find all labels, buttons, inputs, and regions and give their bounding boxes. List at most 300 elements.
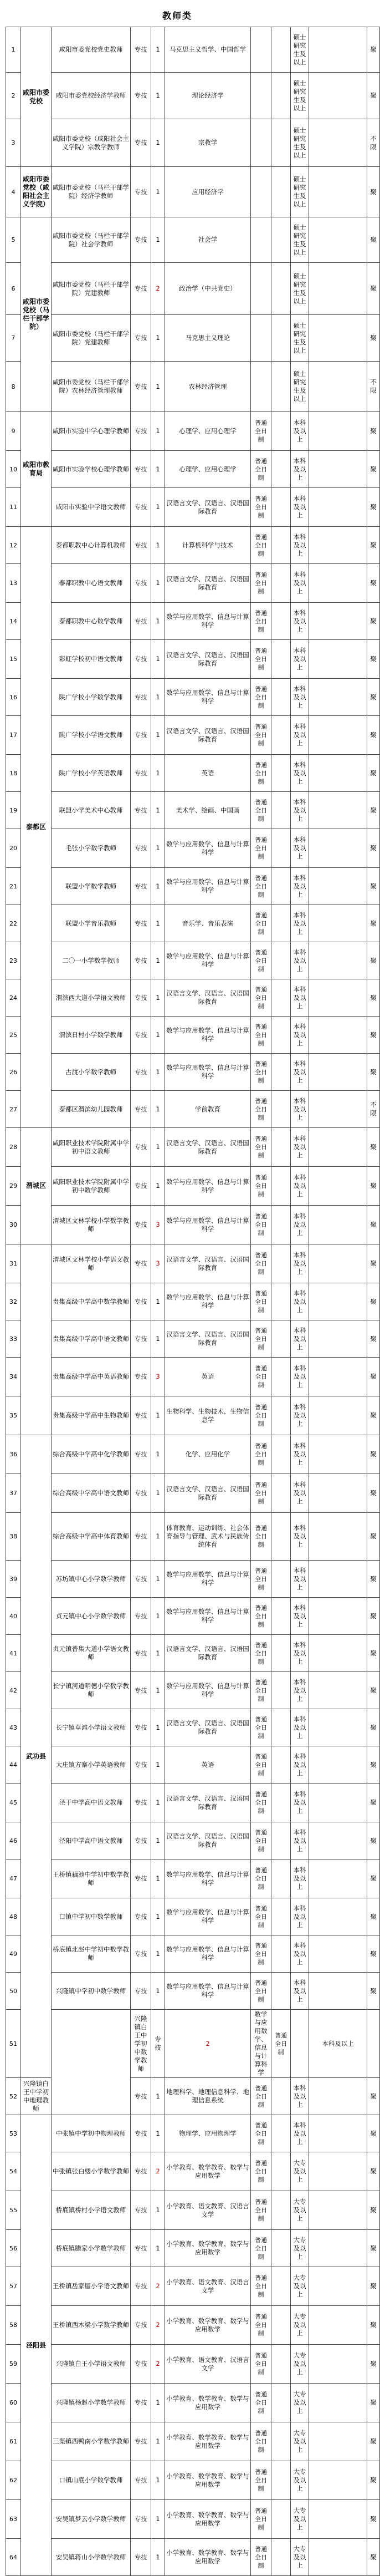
cnt-cell: 2 bbox=[151, 2267, 165, 2306]
major-cell: 心理学、应用心理学 bbox=[165, 412, 251, 451]
dept-cell: 咸阳市教育局 bbox=[21, 412, 52, 527]
other-cell bbox=[309, 1672, 367, 1709]
cnt-cell: 2 bbox=[151, 263, 165, 315]
other-cell bbox=[309, 792, 367, 829]
xl-cell: 本科及以上 bbox=[291, 679, 309, 716]
deg-cell bbox=[271, 1598, 291, 1635]
deg-cell bbox=[271, 1859, 291, 1898]
edu-cell: 普通全日制 bbox=[251, 2230, 271, 2267]
deg-cell bbox=[271, 2191, 291, 2230]
major-cell: 小学教育、数学教育、数学与应用数学 bbox=[165, 2152, 251, 2191]
cnt-cell: 1 bbox=[151, 564, 165, 603]
unit-cell: 综合高级中学高中化学教师 bbox=[52, 1435, 131, 1474]
deg-cell bbox=[271, 1320, 291, 1358]
other-cell bbox=[309, 527, 367, 564]
other-cell bbox=[309, 564, 367, 603]
n-cell: 24 bbox=[6, 979, 21, 1017]
other-cell bbox=[309, 868, 367, 905]
cat-cell: 专技 bbox=[131, 119, 151, 167]
major-cell: 数学与应用数学、信息与计算科学 bbox=[165, 1017, 251, 1054]
major-cell: 数学与应用数学、信息与计算科学 bbox=[251, 2010, 271, 2078]
n-cell: 22 bbox=[6, 905, 21, 942]
ct-cell: 聚 bbox=[367, 2152, 380, 2191]
cnt-cell: 1 bbox=[151, 905, 165, 942]
n-cell: 40 bbox=[6, 1598, 21, 1635]
other-cell bbox=[309, 829, 367, 868]
cat-cell: 专技 bbox=[131, 679, 151, 716]
major-cell: 英语 bbox=[165, 1358, 251, 1396]
cnt-cell: 1 bbox=[151, 755, 165, 792]
table-row bbox=[6, 1859, 380, 1898]
xl-cell: 本科及以上 bbox=[291, 1206, 309, 1244]
cat-cell: 专技 bbox=[131, 1206, 151, 1244]
xl-cell: 大专及以上 bbox=[291, 2267, 309, 2306]
xl-cell: 大专及以上 bbox=[291, 2191, 309, 2230]
major-cell: 小学教育、语文教育、汉语言文学 bbox=[165, 2267, 251, 2306]
cat-cell: 专技 bbox=[131, 27, 151, 73]
cnt-cell: 1 bbox=[151, 1283, 165, 1320]
ct-cell: 聚 bbox=[367, 1672, 380, 1709]
deg-cell bbox=[271, 1822, 291, 1859]
ct-cell: 聚 bbox=[367, 1358, 380, 1396]
n-cell: 17 bbox=[6, 716, 21, 755]
other-cell bbox=[309, 1822, 367, 1859]
dept-cell: 咸阳市委党校（咸阳社会主义学院） bbox=[21, 167, 52, 217]
n-cell: 6 bbox=[6, 263, 21, 315]
cnt-cell: 1 bbox=[151, 2078, 165, 2115]
major-cell: 汉语言文学、汉语言、汉语国际教育 bbox=[165, 1635, 251, 1672]
deg-cell bbox=[271, 1935, 291, 1973]
table-row bbox=[6, 2306, 380, 2345]
dept-cell: 咸阳市委党校（马栏干部学院） bbox=[21, 217, 52, 412]
table-row bbox=[6, 640, 380, 679]
n-cell: 53 bbox=[6, 2115, 21, 2152]
table-row bbox=[6, 1091, 380, 1128]
cnt-cell: 1 bbox=[151, 1746, 165, 1784]
unit-cell: 陕广学校小学数学教师 bbox=[52, 679, 131, 716]
unit-cell: 贞元镇普集大道小学语文教师 bbox=[52, 1635, 131, 1672]
xl-cell: 大专及以上 bbox=[291, 2500, 309, 2539]
xl-cell: 大专及以上 bbox=[291, 2230, 309, 2267]
other-cell bbox=[309, 905, 367, 942]
xl-cell: 本科及以上 bbox=[291, 829, 309, 868]
table-row bbox=[6, 1935, 380, 1973]
xl-cell: 本科及以上 bbox=[291, 755, 309, 792]
n-cell: 15 bbox=[6, 640, 21, 679]
edu-cell: 普通全日制 bbox=[251, 412, 271, 451]
xl-cell: 硕士研究生及以上 bbox=[291, 119, 309, 167]
cat-cell: 专技 bbox=[131, 829, 151, 868]
major-cell: 英语 bbox=[165, 1746, 251, 1784]
other-cell bbox=[309, 2500, 367, 2539]
major-cell: 小学教育、数学教育、数学与应用数学 bbox=[165, 2539, 251, 2576]
edu-cell: 普通全日制 bbox=[251, 1635, 271, 1672]
other-cell bbox=[309, 942, 367, 979]
n-cell: 38 bbox=[6, 1513, 21, 1561]
edu-cell: 普通全日制 bbox=[251, 1513, 271, 1561]
major-cell: 数学与应用数学、信息与计算科学 bbox=[165, 829, 251, 868]
ct-cell: 聚 bbox=[367, 640, 380, 679]
edu-cell: 普通全日制 bbox=[251, 1709, 271, 1746]
table-row bbox=[6, 2010, 380, 2078]
cnt-cell: 3 bbox=[151, 1244, 165, 1283]
xl-cell: 本科及以上 bbox=[291, 1017, 309, 1054]
cnt-cell: 1 bbox=[151, 73, 165, 119]
table-row bbox=[6, 27, 380, 73]
unit-cell: 贵集高级中学高中英语教师 bbox=[52, 1358, 131, 1396]
ct-cell: 聚 bbox=[367, 1396, 380, 1435]
cat-cell: 专技 bbox=[131, 2306, 151, 2345]
cnt-cell: 1 bbox=[151, 488, 165, 527]
ct-cell: 聚 bbox=[367, 2115, 380, 2152]
other-cell bbox=[309, 716, 367, 755]
ct-cell: 聚 bbox=[367, 315, 380, 362]
other-cell bbox=[309, 73, 367, 119]
n-cell: 8 bbox=[6, 362, 21, 412]
deg-cell bbox=[271, 603, 291, 640]
xl-cell: 本科及以上 bbox=[291, 640, 309, 679]
table-row bbox=[6, 792, 380, 829]
major-cell: 计算机科学与技术 bbox=[165, 527, 251, 564]
ct-cell: 聚 bbox=[367, 1898, 380, 1935]
n-cell: 63 bbox=[6, 2500, 21, 2539]
edu-cell: 普通全日制 bbox=[251, 2115, 271, 2152]
cnt-cell: 1 bbox=[151, 640, 165, 679]
major-cell: 生物科学、生物技术、生物信息学 bbox=[165, 1396, 251, 1435]
edu-cell: 普通全日制 bbox=[271, 2010, 291, 2078]
major-cell: 马克思主义理论 bbox=[165, 315, 251, 362]
n-cell: 42 bbox=[6, 1672, 21, 1709]
unit-cell: 咸阳职业技术学院附属中学初中数学教师 bbox=[52, 1167, 131, 1206]
edu-cell: 普通全日制 bbox=[251, 942, 271, 979]
cat-cell: 专技 bbox=[131, 2345, 151, 2384]
n-cell: 51 bbox=[6, 2010, 21, 2078]
ct-cell: 聚 bbox=[367, 27, 380, 73]
cat-cell: 专技 bbox=[131, 167, 151, 217]
cat-cell: 专技 bbox=[131, 979, 151, 1017]
n-cell: 20 bbox=[6, 829, 21, 868]
table-row bbox=[6, 1017, 380, 1054]
xl-cell: 硕士研究生及以上 bbox=[291, 73, 309, 119]
unit-cell: 毛张小学数学教师 bbox=[52, 829, 131, 868]
other-cell bbox=[309, 119, 367, 167]
edu-cell bbox=[251, 27, 271, 73]
table-row bbox=[6, 2384, 380, 2422]
deg-cell bbox=[271, 716, 291, 755]
major-cell: 小学教育、数学教育、数学与应用数学 bbox=[165, 2500, 251, 2539]
cnt-cell: 1 bbox=[151, 1513, 165, 1561]
ct-cell: 聚 bbox=[367, 2500, 380, 2539]
other-cell bbox=[309, 1435, 367, 1474]
other-cell bbox=[309, 2115, 367, 2152]
major-cell: 音乐学、音乐表演 bbox=[165, 905, 251, 942]
unit-cell: 陕广学校小学英语教师 bbox=[52, 755, 131, 792]
xl-cell: 本科及以上 bbox=[309, 2010, 367, 2078]
deg-cell bbox=[271, 73, 291, 119]
deg-cell bbox=[271, 755, 291, 792]
other-cell bbox=[309, 362, 367, 412]
n-cell: 28 bbox=[6, 1128, 21, 1167]
table-row bbox=[6, 716, 380, 755]
edu-cell: 普通全日制 bbox=[251, 2267, 271, 2306]
table-row bbox=[6, 263, 380, 315]
deg-cell bbox=[271, 1167, 291, 1206]
ct-cell: 聚 bbox=[367, 1859, 380, 1898]
deg-cell bbox=[271, 2384, 291, 2422]
cat-cell: 专技 bbox=[131, 1635, 151, 1672]
other-cell bbox=[309, 27, 367, 73]
cnt-cell: 1 bbox=[151, 1320, 165, 1358]
cat-cell: 专技 bbox=[131, 2422, 151, 2461]
edu-cell: 普通全日制 bbox=[251, 1859, 271, 1898]
table-row bbox=[6, 2230, 380, 2267]
cat-cell: 专技 bbox=[131, 1898, 151, 1935]
xl-cell: 大专及以上 bbox=[291, 2152, 309, 2191]
unit-cell: 渭城区文林学校小学数学教师 bbox=[52, 1206, 131, 1244]
edu-cell: 普通全日制 bbox=[251, 829, 271, 868]
n-cell: 21 bbox=[6, 868, 21, 905]
edu-cell: 普通全日制 bbox=[251, 1784, 271, 1822]
xl-cell: 本科及以上 bbox=[291, 1746, 309, 1784]
other-cell bbox=[309, 2422, 367, 2461]
edu-cell: 普通全日制 bbox=[251, 564, 271, 603]
cnt-cell: 1 bbox=[151, 1396, 165, 1435]
xl-cell: 大专及以上 bbox=[291, 2306, 309, 2345]
table-row bbox=[6, 1396, 380, 1435]
ct-cell: 聚 bbox=[367, 2230, 380, 2267]
cnt-cell: 1 bbox=[151, 1435, 165, 1474]
ct-cell: 聚 bbox=[367, 1822, 380, 1859]
ct-cell: 聚 bbox=[367, 1598, 380, 1635]
other-cell bbox=[309, 1784, 367, 1822]
edu-cell: 普通全日制 bbox=[251, 679, 271, 716]
ct-cell: 聚 bbox=[367, 1167, 380, 1206]
cnt-cell: 1 bbox=[151, 1054, 165, 1091]
unit-cell: 泰都职教中心语文教师 bbox=[52, 564, 131, 603]
xl-cell: 本科及以上 bbox=[291, 905, 309, 942]
unit-cell: 长宁镇河道明德小学数学教师 bbox=[52, 1672, 131, 1709]
ct-cell: 聚 bbox=[367, 1206, 380, 1244]
cat-cell: 专技 bbox=[131, 451, 151, 488]
n-cell: 19 bbox=[6, 792, 21, 829]
n-cell: 26 bbox=[6, 1054, 21, 1091]
ct-cell: 聚 bbox=[367, 167, 380, 217]
cnt-cell: 1 bbox=[151, 716, 165, 755]
xl-cell: 本科及以上 bbox=[291, 1091, 309, 1128]
deg-cell bbox=[271, 315, 291, 362]
other-cell bbox=[309, 488, 367, 527]
cat-cell: 专技 bbox=[131, 755, 151, 792]
edu-cell: 普通全日制 bbox=[251, 1128, 271, 1167]
edu-cell: 普通全日制 bbox=[251, 979, 271, 1017]
cnt-cell: 1 bbox=[151, 2500, 165, 2539]
xl-cell: 硕士研究生及以上 bbox=[291, 263, 309, 315]
table-row bbox=[6, 1128, 380, 1167]
cnt-cell: 1 bbox=[151, 527, 165, 564]
n-cell: 5 bbox=[6, 217, 21, 263]
deg-cell bbox=[271, 1898, 291, 1935]
cnt-cell: 1 bbox=[151, 412, 165, 451]
table-row bbox=[6, 2461, 380, 2500]
n-cell: 13 bbox=[6, 564, 21, 603]
xl-cell: 本科及以上 bbox=[291, 868, 309, 905]
unit-cell: 桥底镇腊家小学数学教师 bbox=[52, 2230, 131, 2267]
n-cell: 31 bbox=[6, 1244, 21, 1283]
other-cell bbox=[309, 1474, 367, 1513]
ct-cell: 聚 bbox=[367, 979, 380, 1017]
xl-cell: 本科及以上 bbox=[291, 1935, 309, 1973]
ct-cell: 聚 bbox=[367, 2422, 380, 2461]
other-cell bbox=[309, 217, 367, 263]
deg-cell bbox=[271, 2115, 291, 2152]
major-cell: 数学与应用数学、信息与计算科学 bbox=[165, 1561, 251, 1598]
table-row bbox=[6, 1283, 380, 1320]
n-cell: 43 bbox=[6, 1709, 21, 1746]
deg-cell bbox=[271, 979, 291, 1017]
dept-cell bbox=[52, 2010, 131, 2115]
n-cell: 34 bbox=[6, 1358, 21, 1396]
unit-cell: 苏坊镇中心小学数学教师 bbox=[52, 1561, 131, 1598]
deg-cell bbox=[271, 829, 291, 868]
n-cell: 33 bbox=[6, 1320, 21, 1358]
deg-cell bbox=[271, 640, 291, 679]
unit-cell: 三渠镇西鸭南小学数学教师 bbox=[52, 2422, 131, 2461]
major-cell: 英语 bbox=[165, 755, 251, 792]
edu-cell: 普通全日制 bbox=[251, 792, 271, 829]
deg-cell bbox=[271, 1358, 291, 1396]
table-row bbox=[6, 1320, 380, 1358]
cnt-cell: 1 bbox=[151, 362, 165, 412]
ct-cell: 聚 bbox=[367, 451, 380, 488]
dept-cell: 武功县 bbox=[21, 1435, 52, 2078]
edu-cell: 普通全日制 bbox=[251, 527, 271, 564]
table-row bbox=[6, 2152, 380, 2191]
deg-cell bbox=[271, 1017, 291, 1054]
cat-cell: 专技 bbox=[131, 1244, 151, 1283]
table-row bbox=[6, 942, 380, 979]
other-cell bbox=[309, 2191, 367, 2230]
cat-cell: 专技 bbox=[131, 2267, 151, 2306]
n-cell: 61 bbox=[6, 2422, 21, 2461]
major-cell: 政治学（中共党史） bbox=[165, 263, 251, 315]
other-cell bbox=[309, 2539, 367, 2576]
table-row bbox=[6, 905, 380, 942]
major-cell: 数学与应用数学、信息与计算科学 bbox=[165, 1859, 251, 1898]
other-cell bbox=[309, 2461, 367, 2500]
unit-cell: 中张镇张白楼小学数学教师 bbox=[52, 2152, 131, 2191]
other-cell bbox=[309, 451, 367, 488]
other-cell bbox=[309, 1598, 367, 1635]
table-row bbox=[6, 564, 380, 603]
unit-cell: 咸阳市委党校经济学教师 bbox=[52, 73, 131, 119]
other-cell bbox=[309, 167, 367, 217]
page-title: 教师类 bbox=[162, 11, 192, 21]
unit-cell: 兴隆镇白王中学初中地理教师 bbox=[21, 2078, 52, 2115]
edu-cell bbox=[251, 119, 271, 167]
cat-cell: 专技 bbox=[131, 2152, 151, 2191]
unit-cell: 中张镇中学初中物理教师 bbox=[52, 2115, 131, 2152]
other-cell bbox=[309, 2345, 367, 2384]
cnt-cell: 3 bbox=[151, 1206, 165, 1244]
n-cell: 54 bbox=[6, 2152, 21, 2191]
major-cell: 物理学、应用物理学 bbox=[165, 2115, 251, 2152]
major-cell: 数学与应用数学、信息与计算科学 bbox=[165, 679, 251, 716]
cat-cell: 专技 bbox=[131, 1167, 151, 1206]
xl-cell: 大专及以上 bbox=[291, 2422, 309, 2461]
unit-cell: 咸阳市委党校（马栏干部学院）党建教师 bbox=[52, 315, 131, 362]
xl-cell: 本科及以上 bbox=[291, 1358, 309, 1396]
table-row bbox=[6, 1898, 380, 1935]
cnt-cell: 1 bbox=[151, 829, 165, 868]
ct-cell: 聚 bbox=[367, 755, 380, 792]
unit-cell: 王桥镇藕池中学初中数学教师 bbox=[52, 1859, 131, 1898]
major-cell: 理论经济学 bbox=[165, 73, 251, 119]
other-cell bbox=[309, 1283, 367, 1320]
deg-cell bbox=[271, 2152, 291, 2191]
cnt-cell: 1 bbox=[151, 1709, 165, 1746]
ct-cell: 聚 bbox=[367, 679, 380, 716]
xl-cell: 本科及以上 bbox=[291, 1822, 309, 1859]
deg-cell bbox=[271, 679, 291, 716]
cnt-cell: 2 bbox=[151, 2345, 165, 2384]
cnt-cell: 1 bbox=[151, 1859, 165, 1898]
xl-cell: 本科及以上 bbox=[291, 527, 309, 564]
edu-cell bbox=[251, 167, 271, 217]
n-cell: 7 bbox=[6, 315, 21, 362]
table-row bbox=[6, 1709, 380, 1746]
deg-cell bbox=[271, 412, 291, 451]
cat-cell: 专技 bbox=[131, 217, 151, 263]
edu-cell: 普通全日制 bbox=[251, 1017, 271, 1054]
deg-cell bbox=[271, 27, 291, 73]
other-cell bbox=[309, 679, 367, 716]
cnt-cell: 1 bbox=[151, 1091, 165, 1128]
deg-cell bbox=[271, 1474, 291, 1513]
deg-cell bbox=[271, 1672, 291, 1709]
unit-cell: 泰都区渭滨幼儿园教师 bbox=[52, 1091, 131, 1128]
edu-cell: 普通全日制 bbox=[251, 755, 271, 792]
n-cell: 12 bbox=[6, 527, 21, 564]
n-cell: 18 bbox=[6, 755, 21, 792]
unit-cell: 泰都职教中心数学教师 bbox=[52, 603, 131, 640]
table-row bbox=[6, 1822, 380, 1859]
table-row bbox=[6, 362, 380, 412]
n-cell: 9 bbox=[6, 412, 21, 451]
major-cell: 汉语言文学、汉语言、汉语国际教育 bbox=[165, 1784, 251, 1822]
xl-cell: 硕士研究生及以上 bbox=[291, 362, 309, 412]
major-cell: 小学教育、语文教育、汉语言文学 bbox=[165, 2345, 251, 2384]
cnt-cell: 1 bbox=[151, 451, 165, 488]
unit-cell: 口镇山底小学数学教师 bbox=[52, 2461, 131, 2500]
table-row bbox=[6, 1513, 380, 1561]
table-row bbox=[6, 527, 380, 564]
major-cell: 马克思主义哲学、中国哲学 bbox=[165, 27, 251, 73]
ct-cell: 聚 bbox=[367, 2306, 380, 2345]
other-cell bbox=[367, 2010, 380, 2078]
unit-cell: 口镇中学初中数学教师 bbox=[52, 1898, 131, 1935]
major-cell: 心理学、应用心理学 bbox=[165, 451, 251, 488]
n-cell: 57 bbox=[6, 2267, 21, 2306]
cat-cell: 专技 bbox=[131, 1283, 151, 1320]
edu-cell: 普通全日制 bbox=[251, 1822, 271, 1859]
cat-cell: 专技 bbox=[131, 942, 151, 979]
xl-cell: 本科及以上 bbox=[291, 412, 309, 451]
major-cell: 美术学、绘画、中国画 bbox=[165, 792, 251, 829]
other-cell bbox=[309, 1561, 367, 1598]
major-cell: 数学与应用数学、信息与计算科学 bbox=[165, 1973, 251, 2010]
cnt-cell: 2 bbox=[151, 2306, 165, 2345]
xl-cell: 本科及以上 bbox=[291, 488, 309, 527]
